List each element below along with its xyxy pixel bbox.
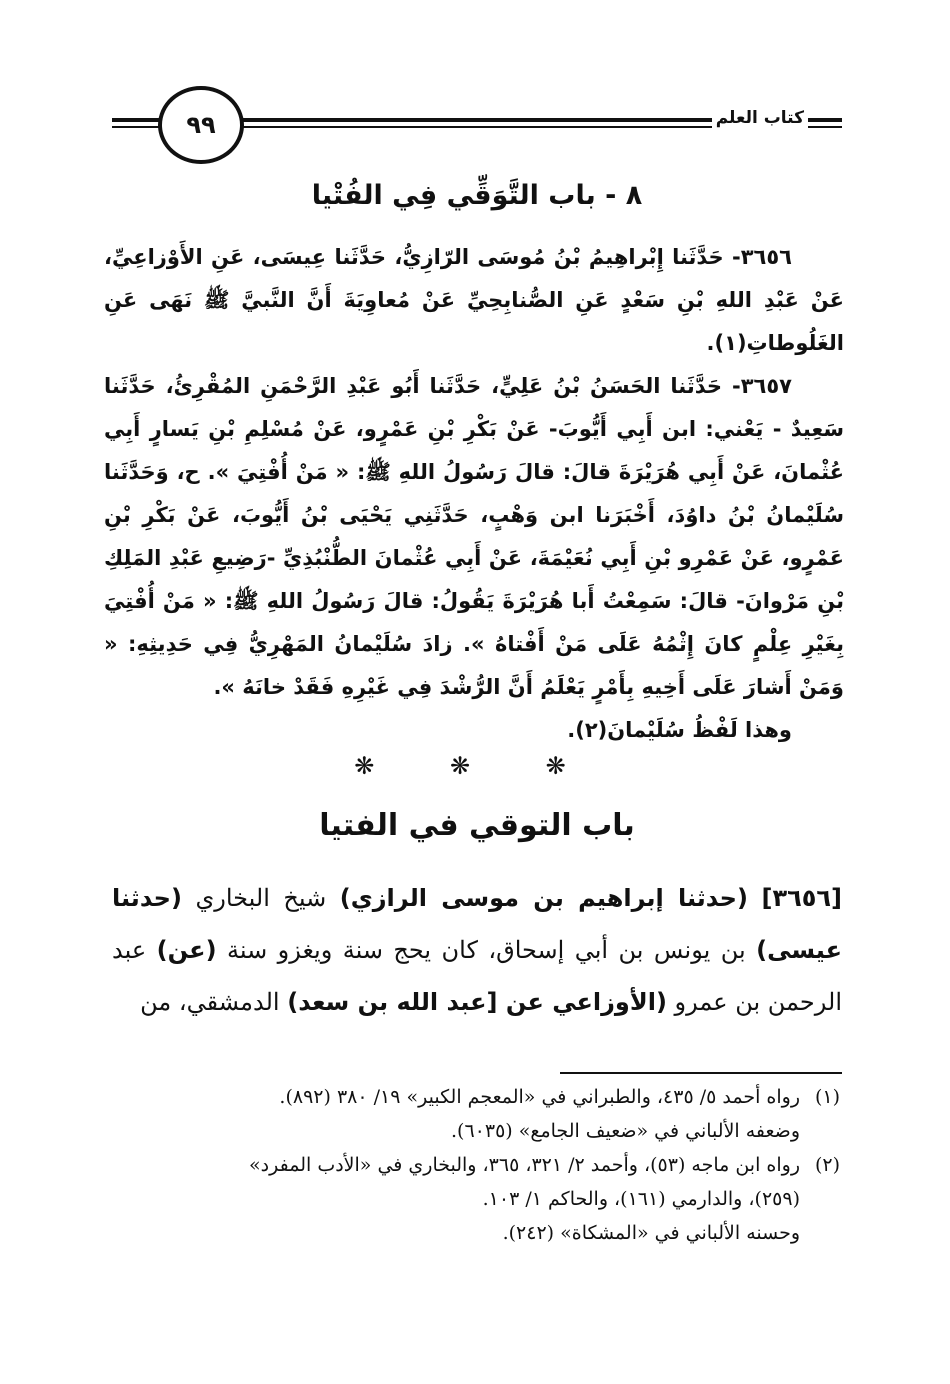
- commentary-quote-2: (حدثنا عيسى): [112, 884, 842, 964]
- commentary-ref: [٣٦٥٦]: [761, 884, 842, 912]
- hadith-closing-note: وهذا لَفْظُ سُلَيْمانَ(٢).: [567, 718, 792, 742]
- footnote-1-continued: وضعفه الألباني في «ضعيف الجامع» (٦٠٣٥).: [451, 1120, 800, 1142]
- commentary-text-4: الدمشقي، من: [140, 988, 288, 1016]
- running-title: كتاب العلم: [712, 108, 808, 128]
- hadith-text: [104, 236, 844, 752]
- footnote-divider: [560, 1072, 842, 1074]
- footnote-2-continued: (٢٥٩)، والدارمي (١٦١)، والحاكم ١/ ١٠٣.: [482, 1188, 800, 1210]
- footnote-number: (١): [814, 1086, 840, 1108]
- commentary-quote-1: (حدثنا إبراهيم بن موسى الرازي): [339, 884, 748, 912]
- commentary-text-1: شيخ البخاري: [181, 884, 340, 912]
- page-number: ٩٩: [158, 86, 244, 164]
- footnote-text: رواه ابن ماجه (٥٣)، وأحمد ٢/ ٣٢١، ٣٦٥، والبخاري في «الأدب المفرد»: [249, 1154, 800, 1176]
- hadith-3656: ٣٦٥٦- حَدَّثَنا إِبْراهِيمُ بْنُ مُوسَى الرّازِيُّ، حَدَّثَنا عِيسَى، عَنِ الأَوْزاعِيِّ، عَنْ عَبْدِ اللهِ بْنِ سَعْدٍ عَنِ الصُّنابِحِيِّ عَنْ مُعاوِيَةَ أَنَّ النَّبيَّ ﷺ نَهَى عَنِ الغَلُوطاتِ(١).: [104, 245, 844, 355]
- footnote-1: [112, 1080, 840, 1114]
- section-separator: ❋ ❋ ❋: [354, 752, 600, 780]
- chapter-heading: ٨ - باب التَّوَقِّي فِي الفُتْيا: [311, 180, 643, 211]
- hadith-3657: ٣٦٥٧- حَدَّثَنا الحَسَنُ بْنُ عَلِيٍّ، حَدَّثَنا أَبُو عَبْدِ الرَّحْمَنِ المُقْرِئُ، حَدَّثَنا سَعِيدٌ - يَعْني: ابن أَبِي أَيُّوبَ- عَنْ بَكْرِ بْنِ عَمْرٍو، عَنْ مُسْلِمِ بْنِ يَسارٍ أَبِي عُثْمانَ، عَنْ أَبِي هُرَيْرَةَ قالَ: قالَ رَسُولُ اللهِ ﷺ: « مَنْ أُفْتِيَ ». ح، وَحَدَّثَنا سُلَيْمانُ بْنُ داوُدَ، أَخْبَرَنا ابن وَهْبٍ، حَدَّثَنِي يَحْيَى بْنُ أَيُّوبَ، عَنْ بَكْرِ بْنِ عَمْرٍو، عَنْ عَمْرِو بْنِ أَبِي نُعَيْمَةَ، عَنْ أَبِي عُثْمانَ الطُّنْبُذِيِّ -رَضِيعِ عَبْدِ المَلِكِ بْنِ مَرْوانَ- قالَ: سَمِعْتُ أَبا هُرَيْرَةَ يَقُولُ: قالَ رَسُولُ اللهِ ﷺ: « مَنْ أُفْتِيَ بِغَيْرِ عِلْمٍ كانَ إِثْمُهُ عَلَى مَنْ أَفْتاهُ ». زادَ سُلَيْمانُ المَهْرِيُّ فِي حَدِيثِهِ: « وَمَنْ أَشارَ عَلَى أَخِيهِ بِأَمْرٍ يَعْلَمُ أَنَّ الرُّشْدَ فِي غَيْرِهِ فَقَدْ خانَهُ ».: [104, 374, 844, 699]
- commentary-text-2: بن يونس بن أبي إسحاق، كان يحج سنة ويغزو سنة: [216, 936, 757, 964]
- footnote-text: رواه أحمد ٥/ ٤٣٥، والطبراني في «المعجم الكبير» ١٩/ ٣٨٠ (٨٩٢).: [279, 1086, 800, 1108]
- header-rule-left: [112, 118, 162, 122]
- commentary-paragraph: [112, 872, 842, 1028]
- page-header: [112, 84, 842, 164]
- footnote-2-continued-2: وحسنه الألباني في «المشكاة» (٢٤٢).: [502, 1222, 800, 1244]
- commentary-heading: باب التوقي في الفتيا: [319, 808, 635, 843]
- commentary-quote-4: (الأوزاعي عن [عبد الله بن سعد): [287, 988, 667, 1016]
- footnote-2: [112, 1148, 840, 1182]
- commentary-text-3: عبد الرحمن بن عمرو: [112, 936, 842, 1016]
- header-rule-left-thin: [112, 126, 162, 128]
- commentary-quote-3: (عن): [156, 936, 217, 964]
- footnote-number: (٢): [814, 1154, 840, 1176]
- footnotes: [112, 1080, 840, 1250]
